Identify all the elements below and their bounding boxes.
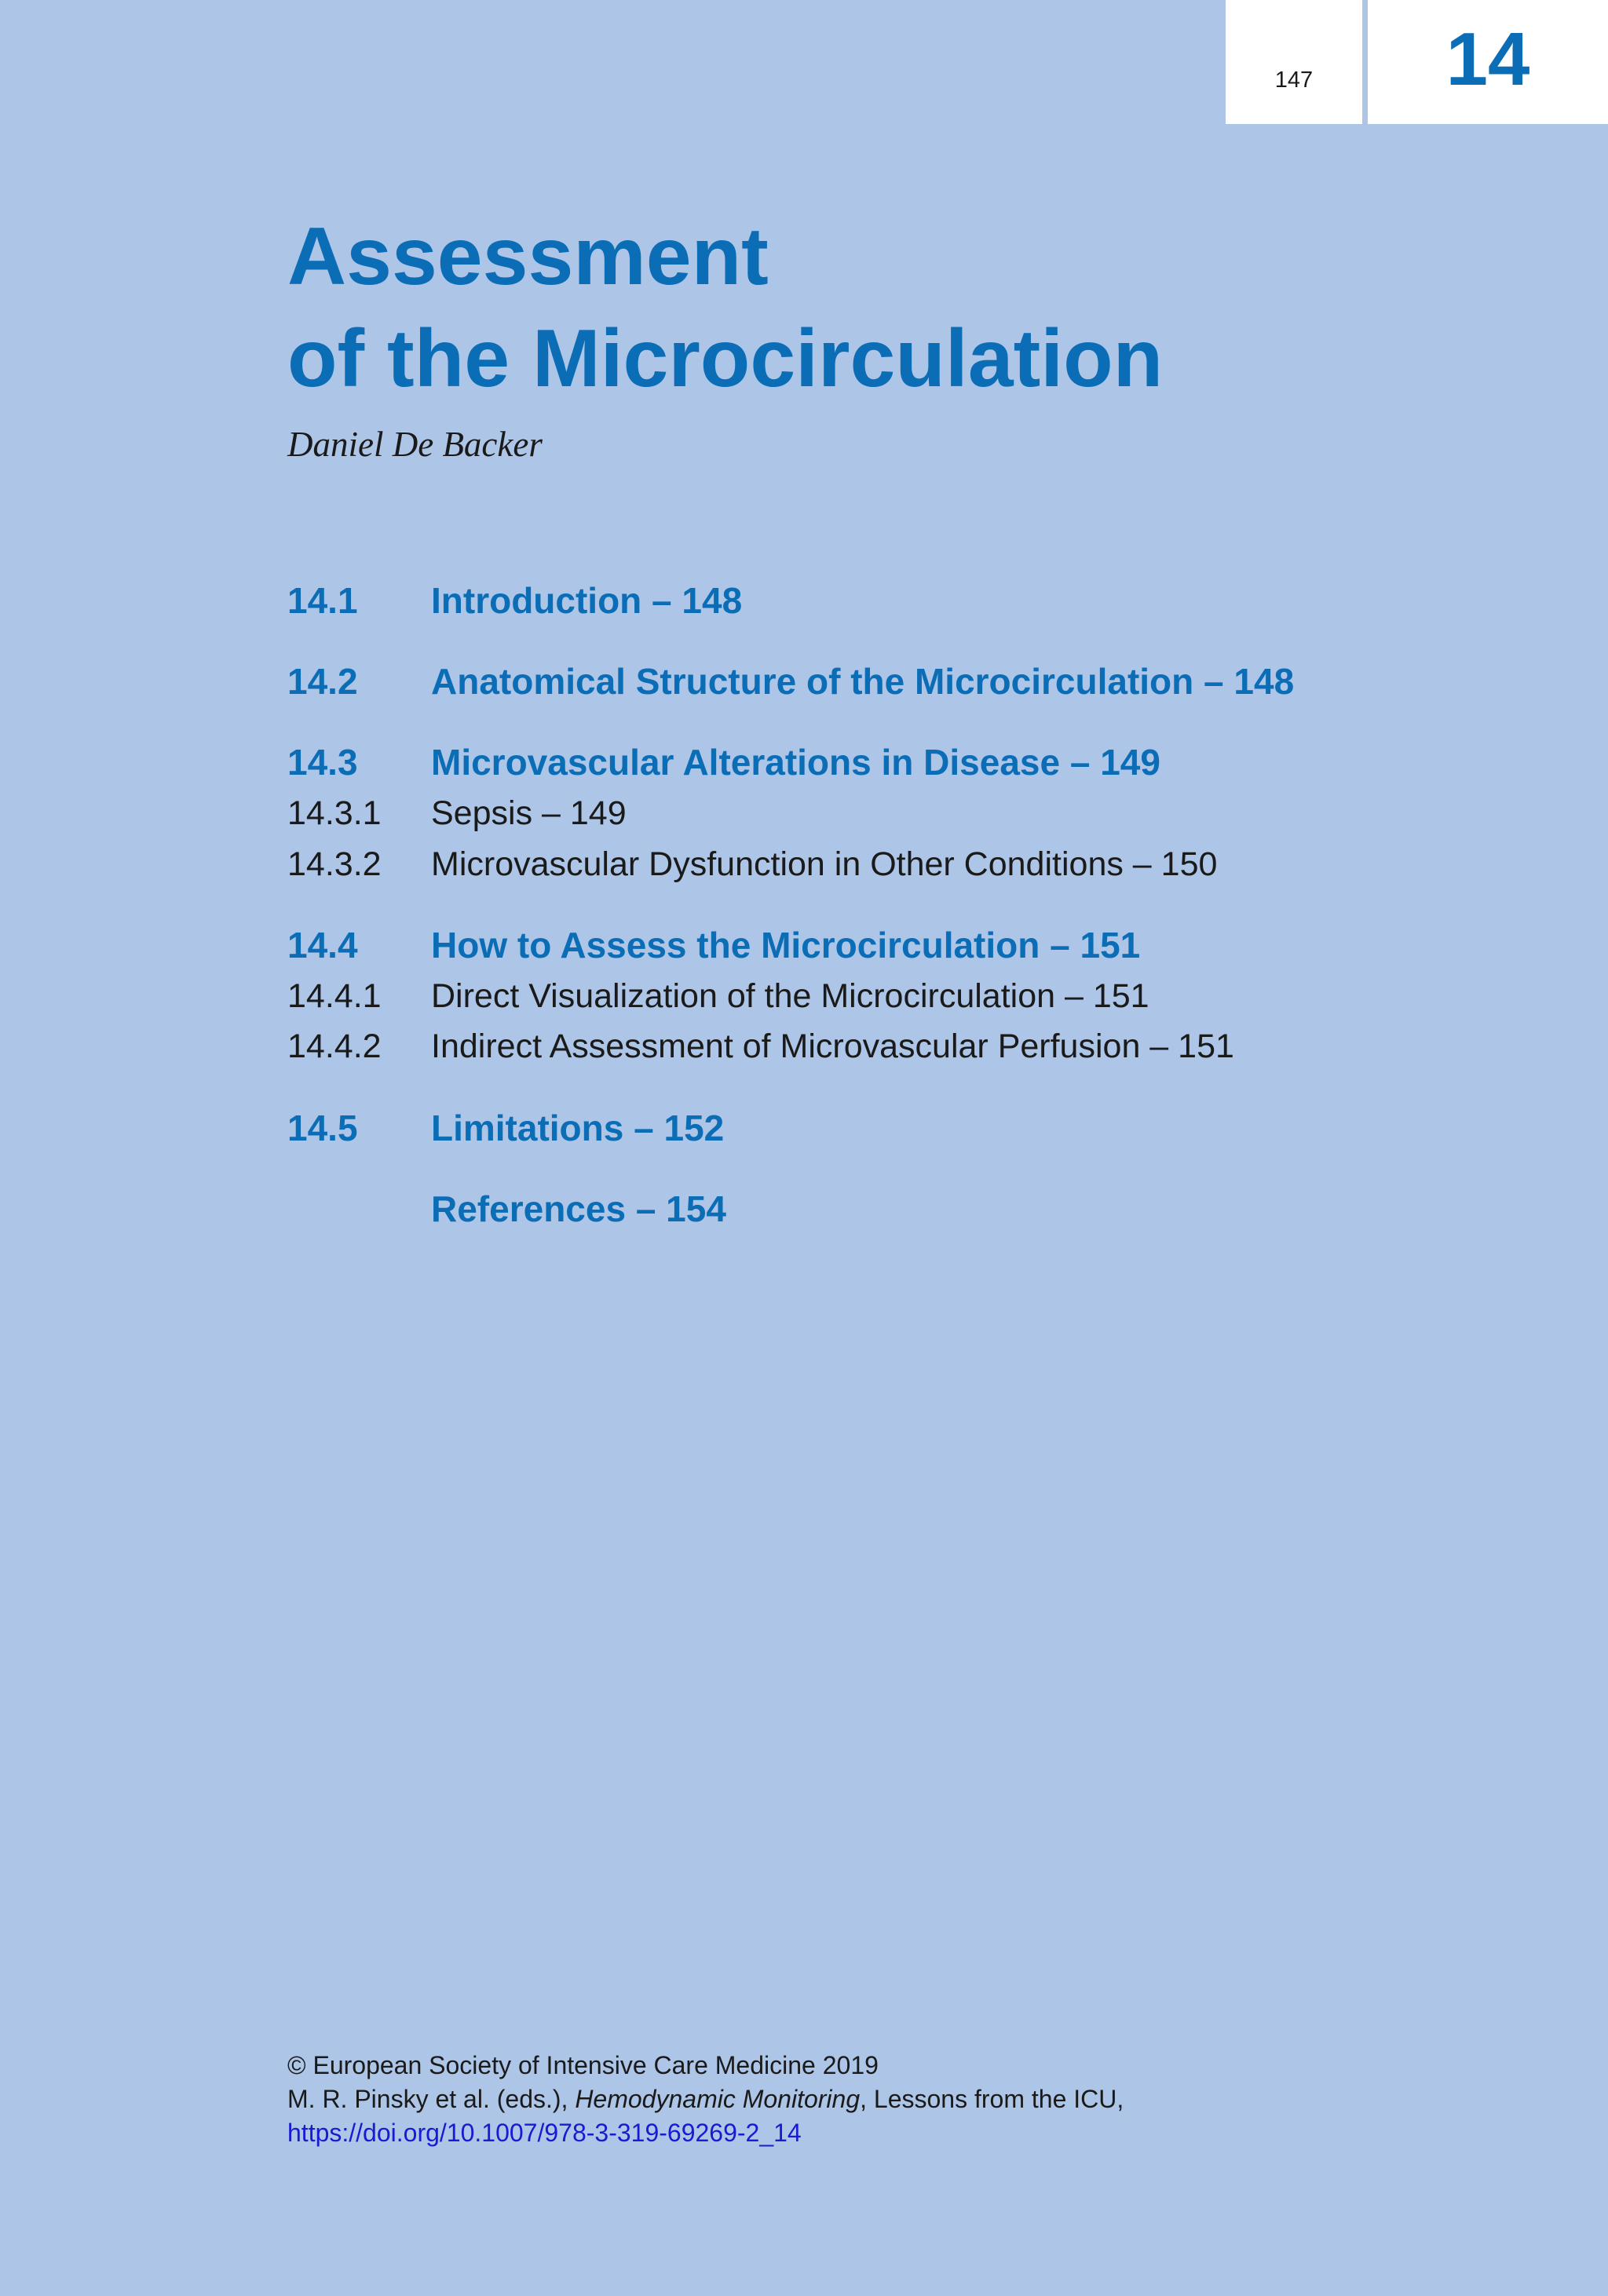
toc-section-number: 14.4.2 [287,1028,382,1065]
toc-section-number: 14.3.2 [287,845,382,883]
author-name: Daniel De Backer [287,425,543,464]
page-number: 147 [1274,68,1314,93]
copyright-line: © European Society of Intensive Care Medicine 2019 [287,2051,879,2079]
toc-section-number: 14.4 [287,925,358,965]
citation-suffix: , Lessons from the ICU, [860,2085,1124,2113]
toc-section-title: Sepsis – 149 [431,794,627,832]
toc-section-title: Anatomical Structure of the Microcirculation – 148 [431,661,1295,702]
toc-section-title: Direct Visualization of the Microcirculation – 151 [431,977,1149,1015]
copyright-footer [287,2049,1124,2150]
toc-section-title: References – 154 [431,1188,726,1229]
toc-section-title: How to Assess the Microcirculation – 151 [431,925,1141,965]
toc-section-number: 14.3.1 [287,794,382,832]
page-number-box [1226,0,1362,124]
citation-prefix: M. R. Pinsky et al. (eds.), [287,2085,576,2113]
toc-section-title: Indirect Assessment of Microvascular Perfusion – 151 [431,1028,1234,1065]
citation-book-title: Hemodynamic Monitoring [575,2085,861,2113]
doi-link[interactable]: https://doi.org/10.1007/978-3-319-69269-2_14 [287,2119,802,2147]
chapter-title-line-1: Assessment [287,211,769,302]
toc-section-title: Microvascular Dysfunction in Other Conditions – 150 [431,845,1218,883]
chapter-number-box [1368,0,1608,124]
chapter-title [287,206,1163,410]
citation-line [287,2082,1124,2116]
toc-section-number: 14.4.1 [287,977,382,1015]
toc-section-title: Microvascular Alterations in Disease – 149 [431,742,1160,783]
toc-section-number: 14.5 [287,1108,358,1148]
toc-section-number: 14.3 [287,742,358,783]
toc-section-title: Introduction – 148 [431,580,743,621]
chapter-number: 14 [1445,17,1530,101]
toc-section-number: 14.2 [287,661,358,702]
chapter-title-line-2: of the Microcirculation [287,313,1164,404]
toc-section-title: Limitations – 152 [431,1108,725,1148]
toc-section-number: 14.1 [287,580,358,621]
